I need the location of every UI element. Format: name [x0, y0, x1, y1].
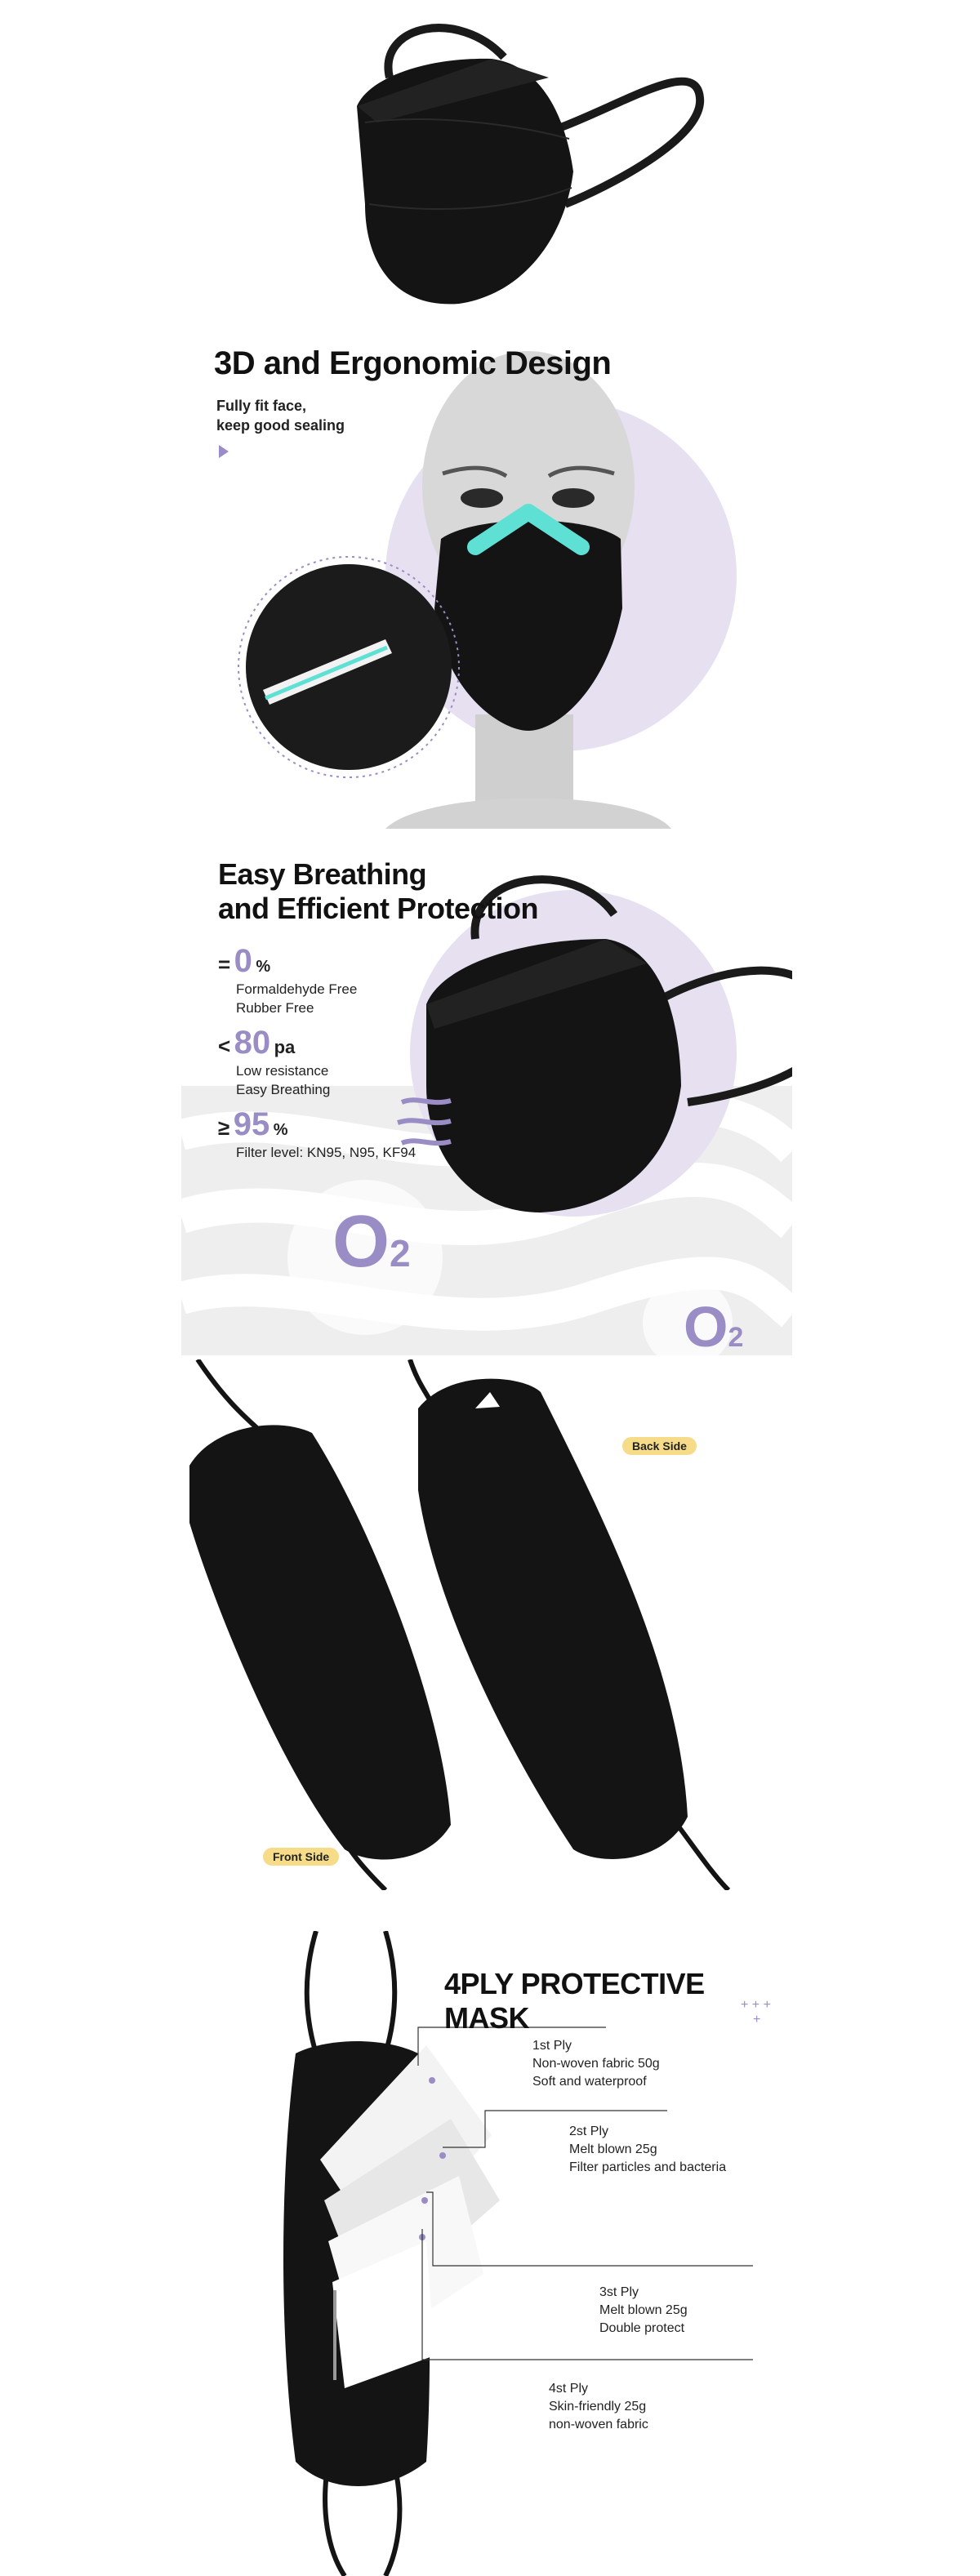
ply-line2: Soft and waterproof	[532, 2075, 647, 2089]
o2-badge-large	[332, 1200, 411, 1284]
ergonomic-design-section	[181, 331, 792, 829]
o2-letter: O	[332, 1201, 390, 1283]
ply-line1: Melt blown 25g	[569, 2142, 657, 2156]
hero-mask-section	[181, 0, 792, 327]
stat-resistance	[218, 1025, 330, 1099]
stat-formaldehyde	[218, 943, 357, 1017]
ply-line1: Non-woven fabric 50g	[532, 2057, 660, 2071]
ply-name: 1st Ply	[532, 2039, 572, 2053]
front-side-label: Front Side	[263, 1848, 339, 1866]
mask-hero-image	[181, 0, 792, 327]
ply-line2: non-woven fabric	[549, 2418, 648, 2431]
stat-line1: Formaldehyde Free	[236, 981, 358, 997]
stat-symbol: =	[218, 952, 231, 977]
stat-unit: %	[273, 1121, 288, 1139]
stat-symbol: <	[218, 1034, 231, 1058]
ply-line2: Filter particles and bacteria	[569, 2160, 727, 2174]
stat-unit: pa	[274, 1037, 296, 1057]
play-triangle-icon	[219, 445, 229, 458]
breathing-title-line1: Easy Breathing	[218, 857, 427, 891]
sides-section	[181, 1359, 792, 1890]
ply-2-text	[569, 2123, 726, 2177]
breathing-title	[218, 857, 538, 926]
ply-1-text	[532, 2037, 660, 2091]
stat-symbol: ≥	[218, 1115, 230, 1140]
ply-name: 4st Ply	[549, 2382, 589, 2396]
o2-badge-small	[684, 1294, 743, 1355]
mask-sides-image	[181, 1359, 792, 1890]
svg-text:+ + +: + + +	[741, 1998, 771, 2012]
design-subtitle-line2: keep good sealing	[216, 417, 345, 434]
ply-name: 3st Ply	[599, 2285, 639, 2299]
svg-text:+: +	[753, 2013, 761, 2027]
four-ply-section	[181, 1931, 792, 2576]
stat-value: 80	[234, 1025, 271, 1061]
stat-line1: Filter level: KN95, N95, KF94	[236, 1145, 416, 1160]
stat-filter	[218, 1106, 416, 1162]
o2-subscript: 2	[728, 1322, 744, 1353]
ply-name: 2st Ply	[569, 2124, 609, 2138]
ply-line1: Melt blown 25g	[599, 2303, 688, 2317]
breathing-title-line2: and Efficient Protection	[218, 892, 539, 925]
o2-letter: O	[684, 1295, 728, 1355]
stat-value: 0	[234, 943, 252, 979]
design-title: 3D and Ergonomic Design	[214, 345, 612, 381]
ply-line1: Skin-friendly 25g	[549, 2400, 647, 2414]
o2-subscript: 2	[390, 1232, 411, 1275]
stat-value: 95	[233, 1106, 270, 1142]
ply-line2: Double protect	[599, 2321, 685, 2335]
design-subtitle-line1: Fully fit face,	[216, 398, 307, 414]
ply-3-text	[599, 2284, 688, 2338]
back-side-label: Back Side	[622, 1437, 697, 1455]
design-subtitle	[216, 396, 345, 435]
stat-line2: Easy Breathing	[236, 1082, 331, 1097]
four-ply-title: 4PLY PROTECTIVE MASK	[444, 1967, 705, 2035]
stat-unit: %	[256, 958, 271, 976]
breathing-section	[181, 841, 792, 1355]
ply-4-text	[549, 2380, 648, 2434]
stat-line2: Rubber Free	[236, 1000, 314, 1016]
stat-line1: Low resistance	[236, 1063, 329, 1079]
